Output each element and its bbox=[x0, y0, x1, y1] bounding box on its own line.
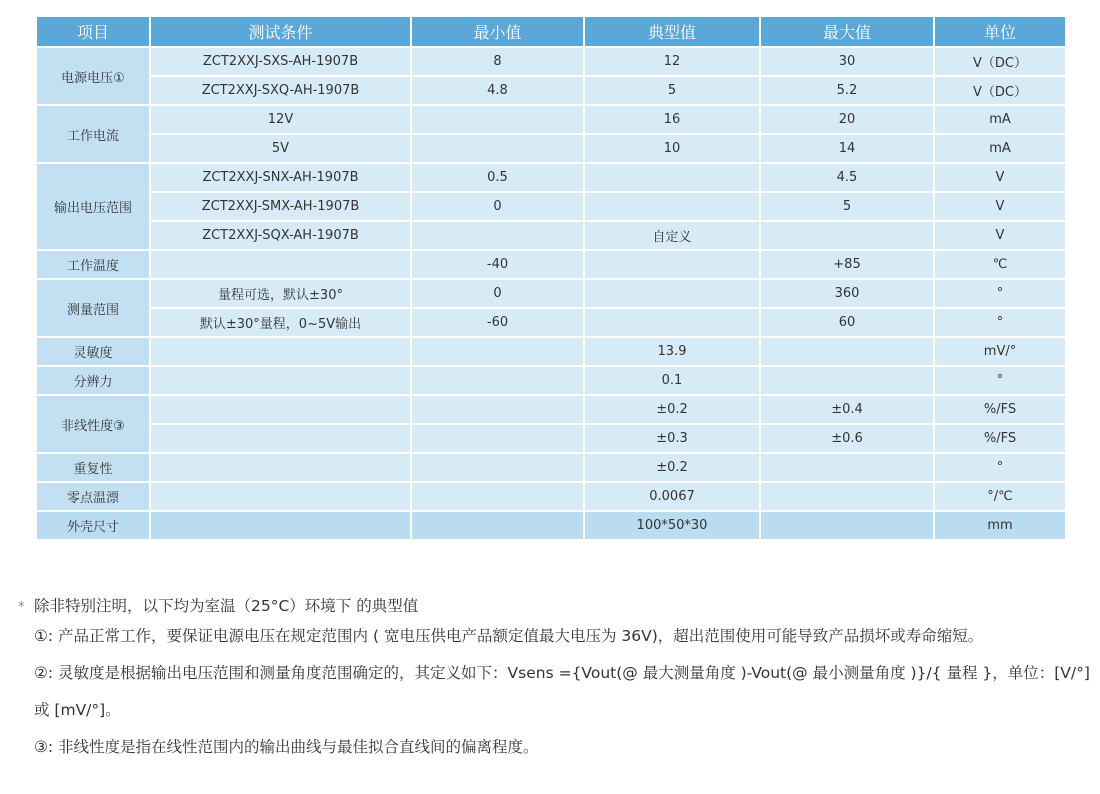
unit-cell: ° bbox=[934, 453, 1066, 482]
condition-cell: 5V bbox=[150, 134, 411, 163]
table-row bbox=[36, 250, 1066, 279]
min-cell bbox=[411, 482, 584, 511]
table-row bbox=[36, 395, 1066, 424]
condition-cell bbox=[150, 453, 411, 482]
typ-cell bbox=[584, 163, 760, 192]
param-cell: 工作温度 bbox=[36, 250, 150, 279]
max-cell: 30 bbox=[760, 47, 934, 76]
table-row bbox=[36, 221, 1066, 250]
unit-cell: %/FS bbox=[934, 395, 1066, 424]
typ-cell: 5 bbox=[584, 76, 760, 105]
typ-cell: 0.1 bbox=[584, 366, 760, 395]
param-cell: 测量范围 bbox=[36, 279, 150, 337]
min-cell bbox=[411, 511, 584, 540]
table-row bbox=[36, 308, 1066, 337]
header-unit: 单位 bbox=[934, 16, 1066, 47]
min-cell bbox=[411, 395, 584, 424]
header-min: 最小值 bbox=[411, 16, 584, 47]
param-cell: 零点温漂 bbox=[36, 482, 150, 511]
max-cell: 5 bbox=[760, 192, 934, 221]
param-cell: 工作电流 bbox=[36, 105, 150, 163]
max-cell bbox=[760, 366, 934, 395]
min-cell: -40 bbox=[411, 250, 584, 279]
condition-cell bbox=[150, 482, 411, 511]
table-row bbox=[36, 47, 1066, 76]
typ-cell: 0.0067 bbox=[584, 482, 760, 511]
condition-cell bbox=[150, 395, 411, 424]
min-cell: 0 bbox=[411, 192, 584, 221]
table-row bbox=[36, 76, 1066, 105]
max-cell bbox=[760, 453, 934, 482]
param-cell: 非线性度③ bbox=[36, 395, 150, 453]
unit-cell: V bbox=[934, 221, 1066, 250]
max-cell: 20 bbox=[760, 105, 934, 134]
param-cell: 灵敏度 bbox=[36, 337, 150, 366]
max-cell: 360 bbox=[760, 279, 934, 308]
param-cell: 外壳尺寸 bbox=[36, 511, 150, 540]
typ-cell bbox=[584, 279, 760, 308]
unit-cell: mV/° bbox=[934, 337, 1066, 366]
spec-table bbox=[35, 15, 1067, 541]
typ-cell: ±0.3 bbox=[584, 424, 760, 453]
max-cell: ±0.6 bbox=[760, 424, 934, 453]
max-cell bbox=[760, 221, 934, 250]
min-cell bbox=[411, 105, 584, 134]
unit-cell: ° bbox=[934, 279, 1066, 308]
condition-cell: 默认±30°量程，0~5V输出 bbox=[150, 308, 411, 337]
typ-cell: 16 bbox=[584, 105, 760, 134]
param-cell: 电源电压① bbox=[36, 47, 150, 105]
condition-cell bbox=[150, 424, 411, 453]
header-row bbox=[36, 16, 1066, 47]
min-cell bbox=[411, 424, 584, 453]
header-condition: 测试条件 bbox=[150, 16, 411, 47]
typ-cell: ±0.2 bbox=[584, 453, 760, 482]
spec-table-body bbox=[36, 47, 1066, 540]
unit-cell: mm bbox=[934, 511, 1066, 540]
asterisk-icon: * bbox=[18, 600, 25, 615]
condition-cell: ZCT2XXJ-SMX-AH-1907B bbox=[150, 192, 411, 221]
typ-cell: 12 bbox=[584, 47, 760, 76]
condition-cell: ZCT2XXJ-SXQ-AH-1907B bbox=[150, 76, 411, 105]
unit-cell: mA bbox=[934, 134, 1066, 163]
typ-cell bbox=[584, 308, 760, 337]
table-row bbox=[36, 424, 1066, 453]
min-cell bbox=[411, 221, 584, 250]
header-item: 项目 bbox=[36, 16, 150, 47]
max-cell: 5.2 bbox=[760, 76, 934, 105]
unit-cell: mA bbox=[934, 105, 1066, 134]
table-row bbox=[36, 105, 1066, 134]
min-cell: 8 bbox=[411, 47, 584, 76]
table-row bbox=[36, 453, 1066, 482]
table-row bbox=[36, 192, 1066, 221]
min-cell: -60 bbox=[411, 308, 584, 337]
min-cell: 0.5 bbox=[411, 163, 584, 192]
unit-cell: V bbox=[934, 163, 1066, 192]
min-cell: 4.8 bbox=[411, 76, 584, 105]
note-1: ①: 产品正常工作，要保证电源电压在规定范围内 ( 宽电压供电产品额定值最大电压为 36V)，超出范围使用可能导致产品损坏或寿命缩短。 bbox=[34, 627, 984, 645]
max-cell bbox=[760, 511, 934, 540]
param-cell: 分辨力 bbox=[36, 366, 150, 395]
table-row bbox=[36, 366, 1066, 395]
typ-cell bbox=[584, 192, 760, 221]
table-row bbox=[36, 482, 1066, 511]
condition-cell bbox=[150, 250, 411, 279]
note-2: ②: 灵敏度是根据输出电压范围和测量角度范围确定的，其定义如下：Vsens ={Vout(@ 最大测量角度 )-Vout(@ 最小测量角度 )}/{ 量程 }，单位：[V/°] 或 [mV/°]。 bbox=[34, 664, 1090, 719]
condition-cell: ZCT2XXJ-SQX-AH-1907B bbox=[150, 221, 411, 250]
header-typ: 典型值 bbox=[584, 16, 760, 47]
max-cell: ±0.4 bbox=[760, 395, 934, 424]
typ-cell: 13.9 bbox=[584, 337, 760, 366]
max-cell: 14 bbox=[760, 134, 934, 163]
table-row bbox=[36, 279, 1066, 308]
min-cell: 0 bbox=[411, 279, 584, 308]
condition-cell bbox=[150, 366, 411, 395]
typ-cell: 自定义 bbox=[584, 221, 760, 250]
header-max: 最大值 bbox=[760, 16, 934, 47]
max-cell: 60 bbox=[760, 308, 934, 337]
param-cell: 输出电压范围 bbox=[36, 163, 150, 250]
note-intro-text: 除非特别注明，以下均为室温（25°C）环境下 的典型值 bbox=[34, 597, 419, 615]
typ-cell: 100*50*30 bbox=[584, 511, 760, 540]
unit-cell: V（DC） bbox=[934, 76, 1066, 105]
unit-cell: V bbox=[934, 192, 1066, 221]
param-cell: 重复性 bbox=[36, 453, 150, 482]
unit-cell: %/FS bbox=[934, 424, 1066, 453]
max-cell bbox=[760, 482, 934, 511]
typ-cell bbox=[584, 250, 760, 279]
table-row bbox=[36, 134, 1066, 163]
note-3: ③: 非线性度是指在线性范围内的输出曲线与最佳拟合直线间的偏离程度。 bbox=[34, 738, 539, 756]
condition-cell: ZCT2XXJ-SNX-AH-1907B bbox=[150, 163, 411, 192]
unit-cell: °/℃ bbox=[934, 482, 1066, 511]
condition-cell bbox=[150, 337, 411, 366]
max-cell bbox=[760, 337, 934, 366]
typ-cell: ±0.2 bbox=[584, 395, 760, 424]
min-cell bbox=[411, 366, 584, 395]
table-row bbox=[36, 337, 1066, 366]
notes bbox=[18, 594, 1093, 766]
table-row bbox=[36, 511, 1066, 540]
note-intro bbox=[18, 594, 1093, 618]
condition-cell bbox=[150, 511, 411, 540]
condition-cell: ZCT2XXJ-SXS-AH-1907B bbox=[150, 47, 411, 76]
min-cell bbox=[411, 337, 584, 366]
unit-cell: ° bbox=[934, 366, 1066, 395]
unit-cell: V（DC） bbox=[934, 47, 1066, 76]
table-row bbox=[36, 163, 1066, 192]
min-cell bbox=[411, 134, 584, 163]
unit-cell: ° bbox=[934, 308, 1066, 337]
condition-cell: 12V bbox=[150, 105, 411, 134]
unit-cell: ℃ bbox=[934, 250, 1066, 279]
max-cell: +85 bbox=[760, 250, 934, 279]
min-cell bbox=[411, 453, 584, 482]
typ-cell: 10 bbox=[584, 134, 760, 163]
condition-cell: 量程可选，默认±30° bbox=[150, 279, 411, 308]
max-cell: 4.5 bbox=[760, 163, 934, 192]
